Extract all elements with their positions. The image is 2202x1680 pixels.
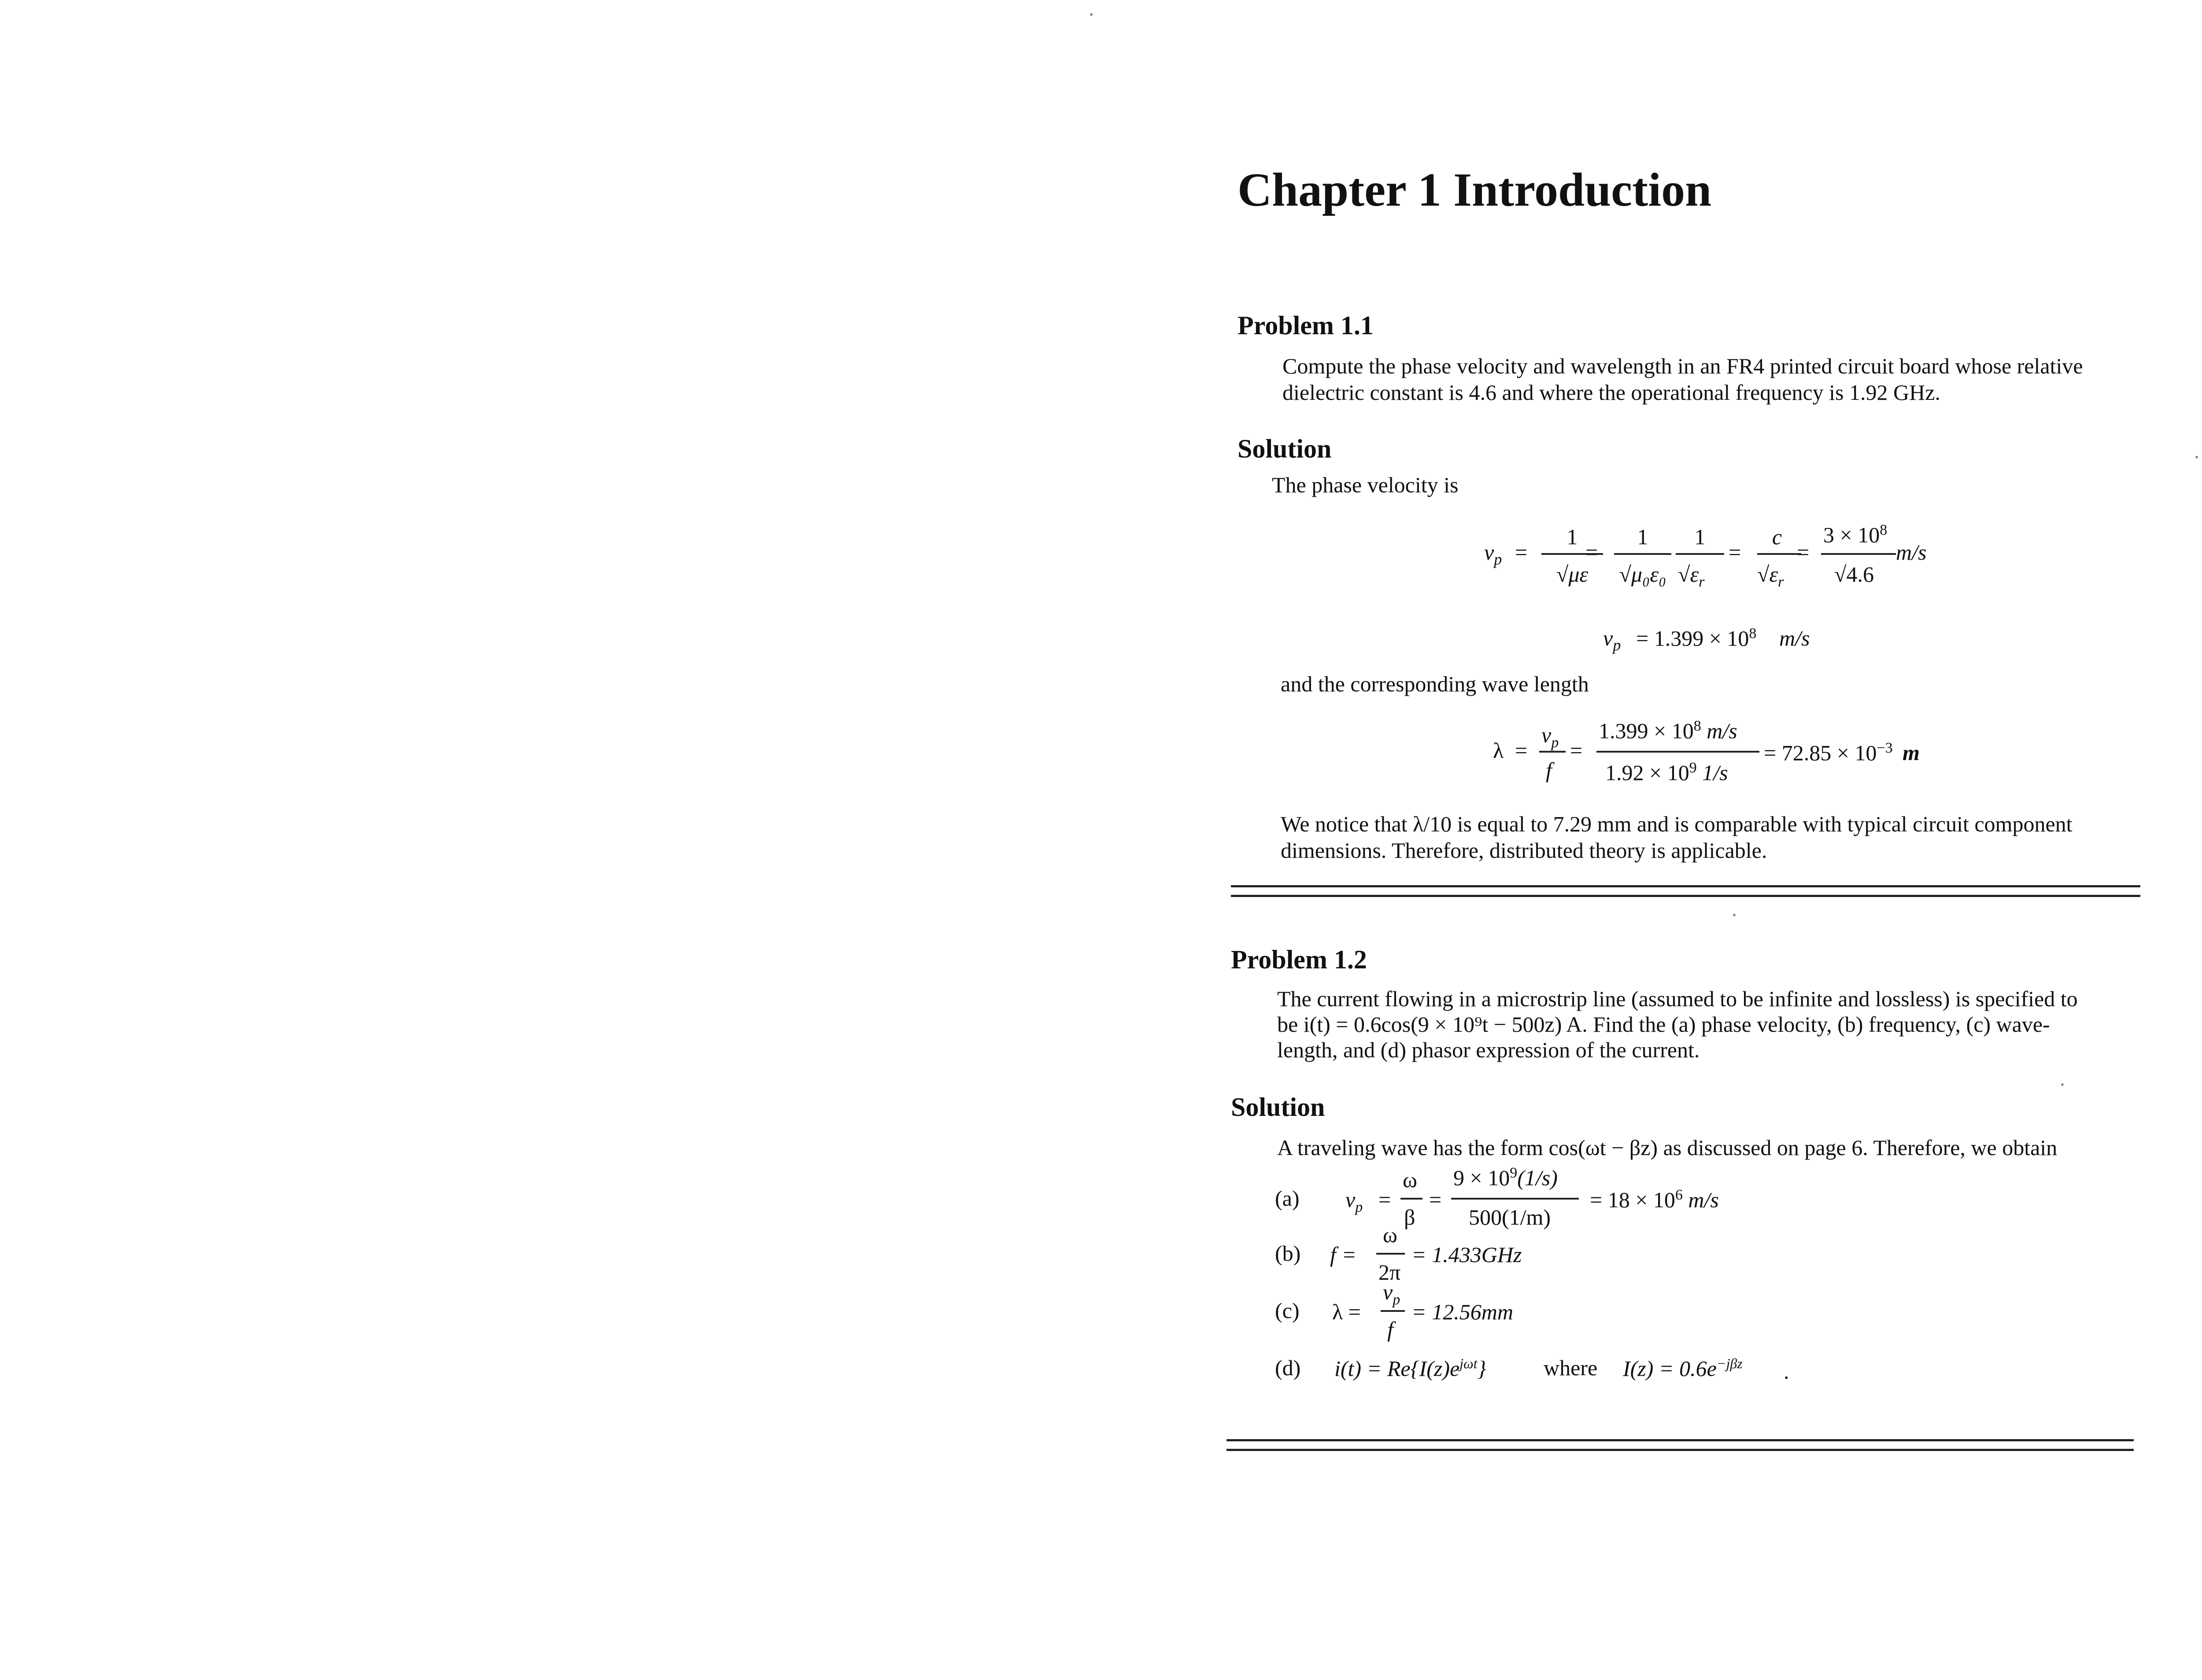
eq1-frac3-den: √ε [1757,562,1778,587]
eq2-lhs: v [1603,626,1613,650]
item-label-d: (d) [1275,1355,1301,1380]
a-lhs-sub: p [1355,1199,1363,1215]
scan-speck [1733,914,1736,916]
fraction-bar [1400,1198,1422,1200]
notice-text-line: dimensions. Therefore, distributed theory is applicable. [1281,838,1767,863]
eq1-lhs-sub: p [1494,550,1502,568]
eq1-frac4-num: 3 × 10 [1823,522,1880,547]
eq3-frac2-num-unit: m/s [1707,718,1737,743]
d-phasor: I(z) = 0.6e [1623,1356,1717,1381]
solution-1-1-intro: The phase velocity is [1272,473,1459,497]
a-result: = 18 × 10 [1590,1187,1675,1212]
a-f1-num: ω [1403,1167,1417,1192]
eq1-lhs: v [1484,540,1494,565]
a-f1-den: β [1404,1205,1415,1230]
document-page: Chapter 1 Introduction Problem 1.1 Compute the phase velocity and wavelength in an FR4 printed circuit board whose relative dielectric constant is 4.6 and where the operational frequency is 1.92 GHz. Solution The phase velocity is $v_p$ = 1 √με = 1 √μ₀ε₀ 1 $√\varepsilon_r$ = c $√\varepsilon_r$ = $3 \times 10^8$ √4.6 m/s $v_p$ = $1.399 \times 10^8$ m/s and the corresponding wave length λ = $v_p$ f = $1.399 \times 10^8$ m/s $1.92 \times 10^9$ 1/s = $72.85 \times 10^{-3}$ m We notice that λ/10 is equal to 7.29 mm and is comparable with typical circuit component dimensions. Therefore, distributed theory is applicable. Problem 1.2 The current flowing in a microstrip line (assumed to be infinite and lossless) is specified to be i(t) = 0.6cos(9 × 10⁹t − 500z) A. Find the (a) phase velocity, (b) frequency, (c) wave- length, and (d) phasor expression of the current. Solution A traveling wave has the form cos(ωt − βz) as discussed on page 6. Therefore, we obtain (a) $v_p$ = ω β = $9 \times 10^9(1/s)$ 500(1/m) = $18 \times 10^6$ m/s (b) f = ω 2π = 1.433GHz (c) λ = $v_p$ f = 12.56mm (d) $i(t) = Re\{I(z)e^{j\omega t}\}$ where $I(z) = 0.6e^{-j\beta z}$ . [0,0,2202,1680]
eq2-rhs-sup: 8 [1749,625,1757,642]
eq3-frac2-den: 1.92 × 10 [1605,760,1689,785]
eq1-frac2a-num: 1 [1637,524,1648,549]
solution-1-1-heading: Solution [1238,434,1332,463]
d-expr-close: } [1477,1356,1486,1381]
item-label-b: (b) [1275,1241,1301,1266]
c-lhs: λ = [1332,1300,1361,1324]
problem-1-1-text-line: dielectric constant is 4.6 and where the operational frequency is 1.92 GHz. [1282,380,1940,405]
problem-1-1-heading: Problem 1.1 [1238,311,1374,340]
d-end: . [1784,1359,1789,1384]
eq1-frac4-den: √4.6 [1834,562,1874,587]
eq3-result-sup: −3 [1877,740,1893,756]
fraction-bar [1451,1198,1579,1200]
d-expr-sup: jωt [1459,1355,1478,1371]
a-f2-num-sup: 9 [1510,1165,1518,1181]
d-where: where [1544,1355,1598,1380]
solution-1-2-heading: Solution [1231,1093,1325,1122]
eq2-unit: m/s [1779,626,1810,650]
problem-1-2-text-line: The current flowing in a microstrip line (assumed to be infinite and lossless) is specified to [1277,986,2078,1011]
eq3-frac1-den: f [1546,758,1552,783]
fraction-bar [1539,751,1566,753]
c-f-num: v [1383,1280,1393,1304]
b-f-den: 2π [1378,1260,1401,1285]
section-divider [1231,885,2140,887]
eq1-unit: m/s [1896,540,1927,565]
fraction-bar [1596,751,1759,753]
fraction-bar [1381,1310,1405,1312]
item-label-a: (a) [1275,1186,1300,1211]
c-result: = 12.56mm [1411,1300,1513,1324]
eq2-lhs-sub: p [1613,636,1621,654]
problem-1-2-text-line: length, and (d) phasor expression of the current. [1277,1038,1700,1062]
notice-text-line: We notice that λ/10 is equal to 7.29 mm and is comparable with typical circuit component [1281,812,2073,836]
eq3-frac1-num: v [1541,723,1552,747]
eq3-frac2-num: 1.399 × 10 [1599,718,1694,743]
eq3-lhs: λ [1493,738,1504,763]
solution-1-2-intro: A traveling wave has the form cos(ωt − βz) as discussed on page 6. Therefore, we obtain [1277,1135,2058,1160]
b-result: = 1.433GHz [1411,1242,1522,1267]
eq1-frac3-den-sub: r [1778,574,1784,590]
problem-1-1-text-line: Compute the phase velocity and wavelength in an FR4 printed circuit board whose relative [1282,354,2083,378]
a-f2-num: 9 × 10 [1453,1165,1510,1190]
fraction-bar [1676,553,1724,555]
eq3-result-unit: m [1903,740,1920,765]
b-lhs: f = [1330,1242,1357,1267]
eq1-frac4-num-sup: 8 [1880,522,1888,538]
eq3-result: = 72.85 × 10 [1764,740,1877,765]
fraction-bar [1821,553,1896,555]
eq1-frac2a-den: √μ₀ε₀ [1619,562,1666,587]
a-result-sup: 6 [1675,1187,1683,1203]
a-f2-num-unit: (1/s) [1517,1165,1558,1190]
fraction-bar [1614,553,1671,555]
eq1-frac1-den: √με [1556,562,1589,587]
a-lhs: v [1345,1187,1356,1212]
problem-1-2-text-line: be i(t) = 0.6cos(9 × 10⁹t − 500z) A. Find the (a) phase velocity, (b) frequency, (c) wave- [1277,1012,2050,1037]
eq1-frac1-num: 1 [1567,524,1578,549]
scan-speck [2195,456,2198,458]
section-divider [1231,895,2140,897]
eq3-frac2-den-unit: 1/s [1702,760,1728,785]
section-divider [1227,1439,2134,1441]
d-phasor-sup: −jβz [1716,1355,1743,1371]
fraction-bar [1757,553,1801,555]
eq3-frac2-num-sup: 8 [1693,718,1701,734]
item-label-c: (c) [1275,1298,1300,1323]
c-f-den: f [1387,1317,1393,1342]
a-f2-den: 500(1/m) [1469,1205,1551,1230]
d-expr: i(t) = Re{I(z)e [1334,1356,1460,1381]
eq1-frac3-num: c [1772,524,1782,549]
problem-1-2-heading: Problem 1.2 [1231,945,1367,974]
section-divider [1227,1449,2134,1451]
scan-speck [2061,1083,2064,1086]
a-result-unit: m/s [1688,1187,1719,1212]
b-f-num: ω [1383,1222,1397,1247]
eq2-rhs: = 1.399 × 10 [1636,626,1749,651]
fraction-bar [1376,1253,1405,1255]
c-f-num-sub: p [1393,1292,1400,1308]
scan-speck [1090,13,1093,16]
eq3-frac1-num-sub: p [1551,735,1559,751]
wave-length-intro: and the corresponding wave length [1281,672,1589,696]
eq1-frac2b-den-sub: r [1699,574,1705,590]
chapter-title: Chapter 1 Introduction [1238,164,1712,216]
eq1-frac2b-num: 1 [1694,524,1706,549]
eq1-frac2b-den: √ε [1678,562,1699,587]
eq3-frac2-den-sup: 9 [1689,760,1697,776]
